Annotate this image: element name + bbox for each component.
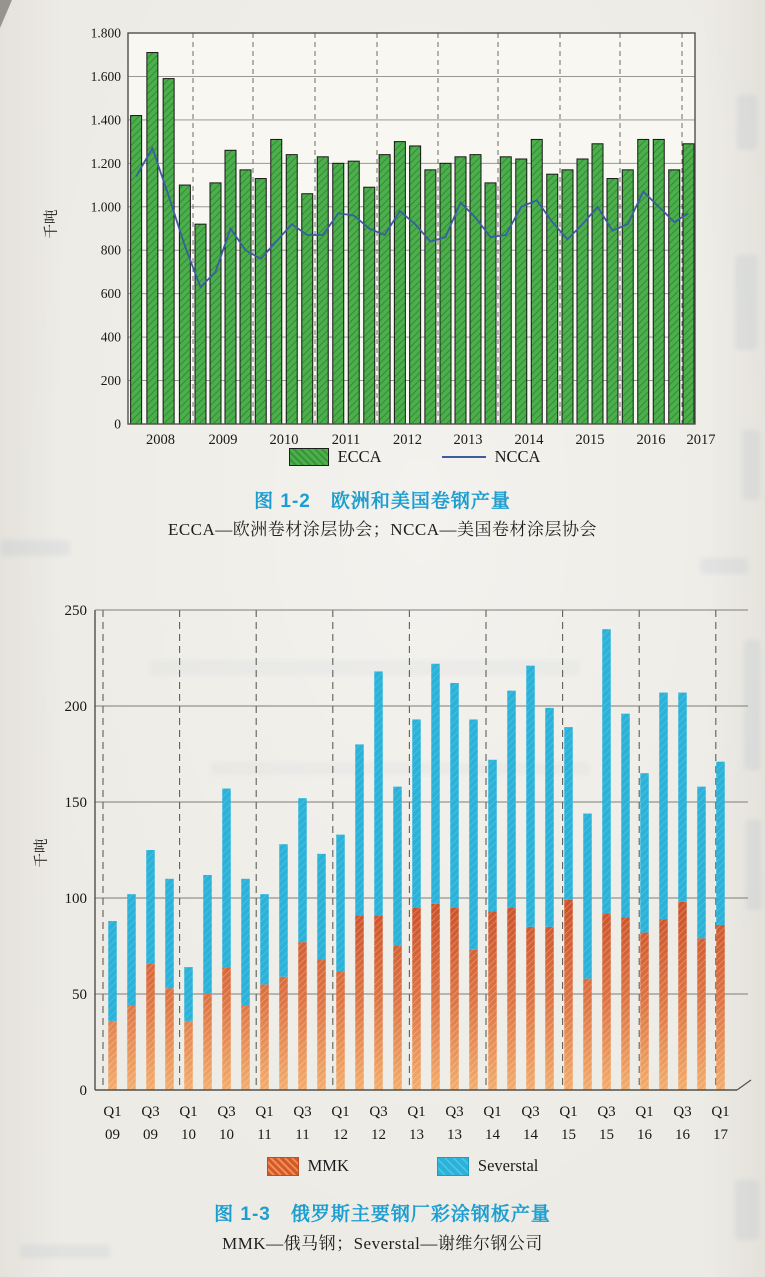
severstal-legend-label: Severstal <box>477 1156 539 1175</box>
figure-1-2-chart <box>0 0 765 445</box>
svg-text:2011: 2011 <box>331 432 361 445</box>
ncca-legend-item <box>442 447 541 467</box>
svg-text:1.800: 1.800 <box>90 25 121 41</box>
svg-text:11: 11 <box>257 1127 272 1143</box>
ncca-line-swatch-icon <box>442 456 486 458</box>
figure-1-3-legend <box>20 1156 765 1176</box>
svg-text:2010: 2010 <box>269 432 299 445</box>
svg-text:09: 09 <box>105 1127 120 1143</box>
ecca-legend-label: ECCA <box>337 447 382 466</box>
svg-text:16: 16 <box>637 1127 652 1143</box>
figure-1-3-caption: MMK—俄马钢；Severstal—谢维尔钢公司 <box>222 1234 543 1253</box>
svg-text:17: 17 <box>713 1127 728 1143</box>
mmk-swatch-icon <box>267 1157 299 1176</box>
svg-text:Q1: Q1 <box>407 1104 426 1120</box>
svg-text:2012: 2012 <box>393 432 422 445</box>
svg-text:Q1: Q1 <box>711 1104 730 1120</box>
bleed-through-artifact <box>700 558 748 574</box>
svg-text:1.200: 1.200 <box>90 155 121 171</box>
svg-text:2015: 2015 <box>575 432 605 445</box>
severstal-legend-item <box>437 1156 538 1176</box>
svg-text:千吨: 千吨 <box>44 209 60 239</box>
svg-text:2016: 2016 <box>636 432 666 445</box>
svg-text:800: 800 <box>100 242 121 258</box>
svg-text:Q3: Q3 <box>673 1104 692 1120</box>
ecca-legend-item <box>289 447 382 467</box>
svg-text:11: 11 <box>295 1127 310 1143</box>
svg-text:1.600: 1.600 <box>90 68 121 84</box>
figure-1-3-chart <box>0 595 765 1155</box>
mmk-legend-item <box>267 1156 349 1176</box>
svg-text:Q1: Q1 <box>635 1104 654 1120</box>
svg-text:150: 150 <box>64 795 87 811</box>
svg-text:14: 14 <box>523 1127 538 1143</box>
svg-text:600: 600 <box>100 286 121 302</box>
figure-1-2-legend <box>32 447 765 467</box>
svg-text:1.400: 1.400 <box>90 112 121 128</box>
svg-text:15: 15 <box>561 1127 576 1143</box>
svg-text:Q3: Q3 <box>521 1104 540 1120</box>
svg-text:2017: 2017 <box>686 432 716 445</box>
figure-1-3-title: 图 1-3 俄罗斯主要钢厂彩涂钢板产量 <box>214 1204 551 1225</box>
svg-text:Q3: Q3 <box>369 1104 388 1120</box>
figure-1-2-caption: ECCA—欧洲卷材涂层协会；NCCA—美国卷材涂层协会 <box>167 520 598 539</box>
svg-text:200: 200 <box>100 373 121 389</box>
svg-text:Q3: Q3 <box>445 1104 464 1120</box>
svg-text:Q1: Q1 <box>103 1104 122 1120</box>
svg-text:16: 16 <box>675 1127 690 1143</box>
svg-text:15: 15 <box>599 1127 614 1143</box>
svg-text:Q1: Q1 <box>559 1104 578 1120</box>
svg-text:2013: 2013 <box>453 432 483 445</box>
figure-1-2-title: 图 1-2 欧洲和美国卷钢产量 <box>254 491 511 512</box>
svg-text:千吨: 千吨 <box>34 838 50 868</box>
svg-text:13: 13 <box>409 1127 424 1143</box>
svg-text:14: 14 <box>485 1127 500 1143</box>
svg-text:Q3: Q3 <box>217 1104 236 1120</box>
svg-text:10: 10 <box>219 1127 234 1143</box>
svg-text:Q1: Q1 <box>255 1104 274 1120</box>
svg-text:Q3: Q3 <box>597 1104 616 1120</box>
svg-text:2008: 2008 <box>146 432 175 445</box>
svg-text:Q1: Q1 <box>483 1104 502 1120</box>
svg-text:250: 250 <box>64 603 87 619</box>
svg-text:1.000: 1.000 <box>90 199 121 215</box>
svg-text:Q1: Q1 <box>331 1104 350 1120</box>
bleed-through-artifact <box>0 540 70 556</box>
svg-text:100: 100 <box>64 891 87 907</box>
svg-text:Q3: Q3 <box>293 1104 312 1120</box>
svg-text:12: 12 <box>371 1127 386 1143</box>
svg-text:0: 0 <box>114 416 121 432</box>
svg-text:12: 12 <box>333 1127 348 1143</box>
svg-text:09: 09 <box>143 1127 158 1143</box>
svg-text:2009: 2009 <box>208 432 238 445</box>
svg-text:Q1: Q1 <box>179 1104 198 1120</box>
svg-text:50: 50 <box>72 987 87 1003</box>
mmk-legend-label: MMK <box>307 1156 349 1175</box>
svg-text:10: 10 <box>181 1127 196 1143</box>
severstal-swatch-icon <box>437 1157 469 1176</box>
svg-text:2014: 2014 <box>514 432 544 445</box>
svg-text:400: 400 <box>100 329 121 345</box>
svg-text:200: 200 <box>64 699 87 715</box>
ecca-swatch-icon <box>289 448 329 466</box>
svg-text:Q3: Q3 <box>141 1104 160 1120</box>
ncca-legend-label: NCCA <box>494 447 541 466</box>
svg-text:0: 0 <box>79 1083 87 1099</box>
svg-text:13: 13 <box>447 1127 462 1143</box>
